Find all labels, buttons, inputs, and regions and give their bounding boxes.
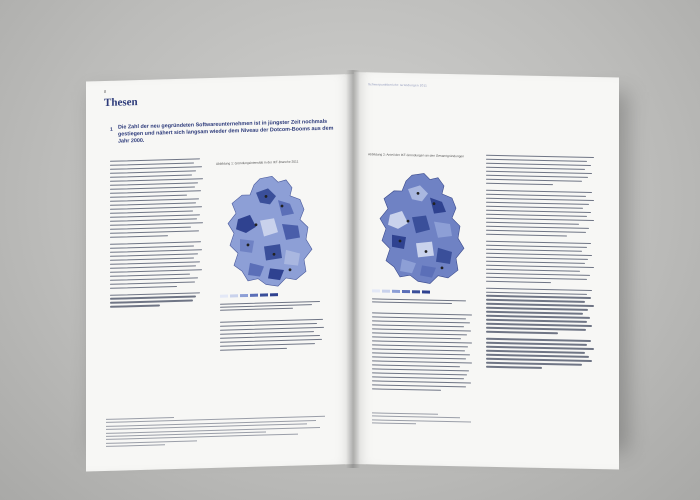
map-legend (372, 288, 472, 296)
germany-map-figure (372, 170, 476, 288)
figure-caption: Abbildung 1: Gründungsintensität in der IKT-Branche 2011 (216, 159, 299, 166)
body-text-column-1 (372, 312, 476, 394)
right-page (354, 72, 619, 470)
footnotes (372, 412, 482, 428)
thesis-number: 1 (110, 126, 113, 133)
left-page (86, 74, 354, 471)
page-number: 8 (104, 88, 107, 94)
body-text-column-2 (220, 319, 328, 354)
book-spine-gutter (346, 70, 360, 468)
body-text-column-2 (486, 155, 598, 373)
running-head: Schwerpunktbericht: Gründungen 2011 (368, 82, 427, 88)
footnotes (106, 413, 334, 450)
figure-source-note (372, 298, 472, 306)
germany-map-figure (220, 173, 324, 292)
body-text-column-1 (110, 158, 206, 310)
thesis-heading: Die Zahl der neu gegründeten Softwareunternehmen ist in jüngster Zeit nochmals gestiegen und nähert sich langsam wieder dem Niveau der Dotcom-Booms aus dem Jahr 2000. (118, 118, 334, 145)
page-title: Thesen (104, 96, 138, 109)
figure-caption: Abbildung 2: Anteil der IKT-Gründungen an den Gesamtgründungen (368, 152, 465, 159)
figure-source-note (220, 301, 324, 313)
map-legend (220, 291, 320, 300)
